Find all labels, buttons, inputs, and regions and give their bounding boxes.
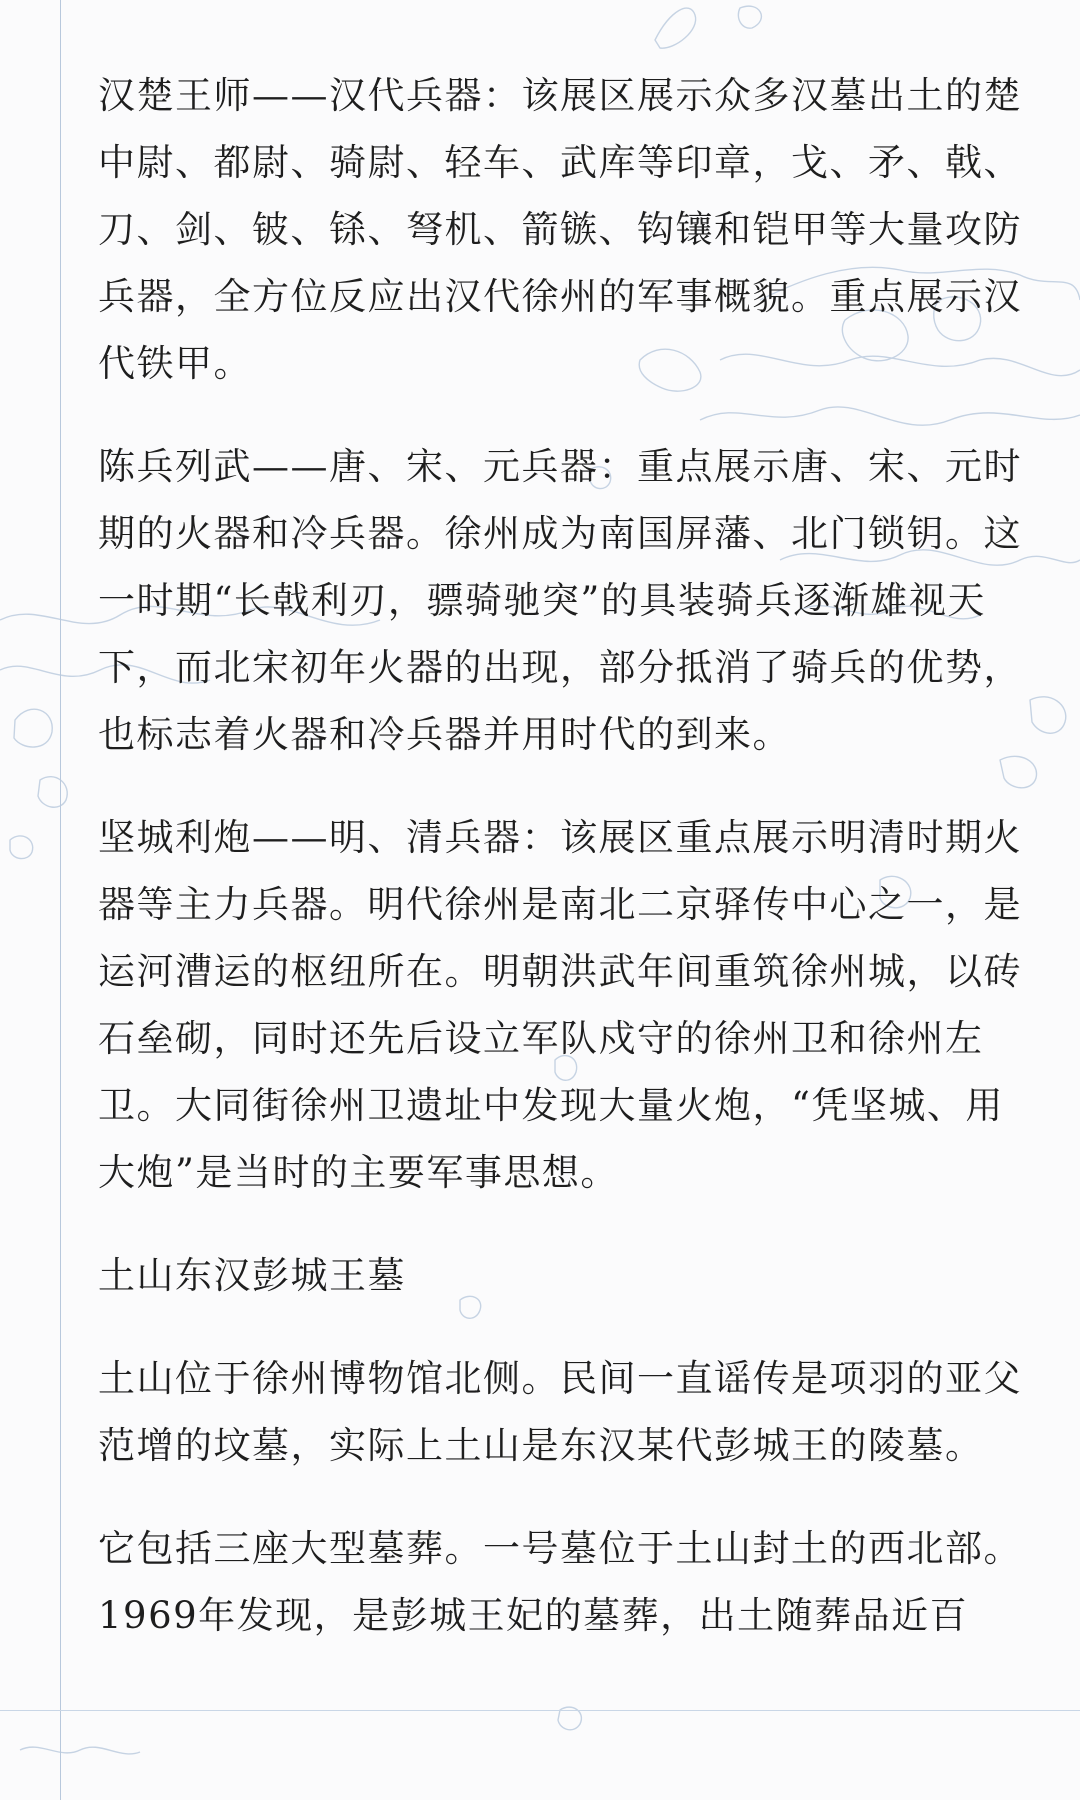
horizontal-rule (0, 1710, 1080, 1711)
article-body (98, 62, 1028, 1685)
paragraph-tang-song-yuan-weapons: 陈兵列武——唐、宋、元兵器：重点展示唐、宋、元时 期的火器和冷兵器。徐州成为南国屏藩、北门锁钥。这 一时期“长戟利刃，骠骑驰突”的具装骑兵逐渐雄视天 下，而北宋初年火器的出现，部分抵消了骑兵的优势， 也标志着火器和冷兵器并用时代的到来。 (98, 445, 1022, 756)
paragraph-han-weapons: 汉楚王师——汉代兵器：该展区展示众多汉墓出土的楚 中尉、都尉、骑尉、轻车、武库等印章，戈、矛、戟、 刀、剑、铍、铩、弩机、箭镞、钩镶和铠甲等大量攻防 兵器，全方位反应出汉代徐州的军事概貌。重点展示汉 代铁甲。 (98, 74, 1022, 385)
paragraph-ming-qing-weapons: 坚城利炮——明、清兵器：该展区重点展示明清时期火 器等主力兵器。明代徐州是南北二京驿传中心之一，是 运河漕运的枢纽所在。明朝洪武年间重筑徐州城，以砖 石垒砌，同时还先后设立军队戍守的徐州卫和徐州左 卫。大同街徐州卫遗址中发现大量火炮，“凭坚城、用 大炮”是当时的主要军事思想。 (98, 816, 1022, 1194)
margin-line (60, 0, 61, 1800)
paragraph-tushan-location: 土山位于徐州博物馆北侧。民间一直谣传是项羽的亚父 范增的坟墓，实际上土山是东汉某代彭城王的陵墓。 (98, 1357, 1022, 1467)
section-heading-tushan-tomb: 土山东汉彭城王墓 (98, 1254, 406, 1297)
paragraph-tushan-tombs: 它包括三座大型墓葬。一号墓位于土山封土的西北部。 1969年发现，是彭城王妃的墓葬，出土随葬品近百 (98, 1527, 1022, 1637)
